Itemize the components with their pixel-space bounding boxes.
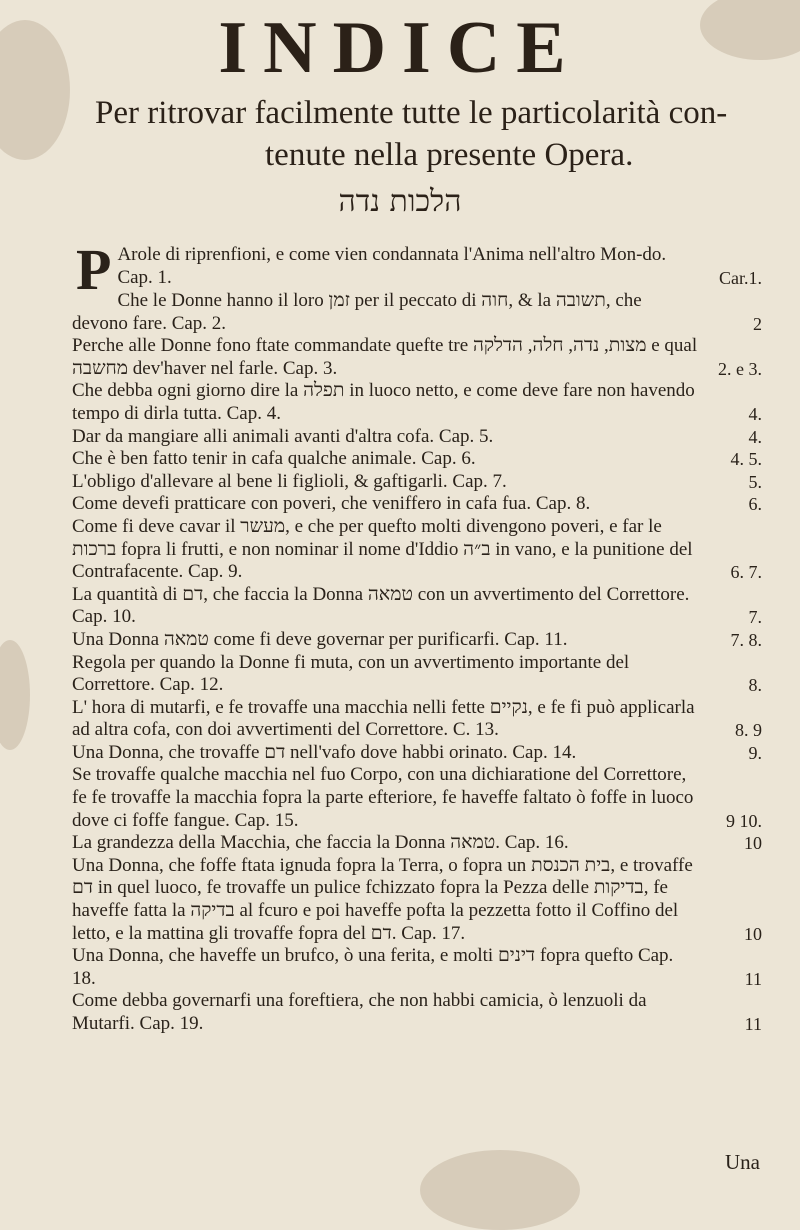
entry-text: La grandezza della Macchia, che faccia la Donna טמאה. Cap. 16.	[72, 832, 569, 854]
entry-page: 8.	[748, 675, 762, 696]
entry-page: 2. e 3.	[718, 358, 762, 379]
entry-page: 6.	[748, 494, 762, 515]
entry-page: 5.	[748, 471, 762, 492]
index-entry	[72, 516, 762, 584]
entry-text: Arole di riprenfioni, e come vien condannata l'Anima nell'altro Mon-do. Cap. 1.	[117, 244, 667, 288]
entry-text: Che le Donne hanno il loro זמן per il peccato di חוה, & la תשובה, che devono fare. Cap. 2.	[72, 290, 642, 334]
entry-text: L' hora di mutarfi, e fe trovaffe una macchia nelli fette נקיים, e fe fi può applicarla ad altra cofa, con doi avvertimenti del Correttore. C. 13.	[72, 696, 695, 741]
index-entry	[72, 584, 762, 629]
entry-page: 4.	[748, 403, 762, 424]
index-entry	[72, 448, 762, 471]
entry-text: La quantità di דם, che faccia la Donna טמאה con un avvertimento del Correttore. Cap. 10.	[72, 583, 690, 628]
entry-page: Car.1.	[719, 268, 762, 289]
catchword: Una	[725, 1150, 760, 1174]
entry-page: 7.	[748, 607, 762, 628]
entry-page: 9 10.	[726, 810, 762, 831]
entry-page: 4.	[748, 426, 762, 447]
entry-text: Perche alle Donne fono ftate commandate quefte tre מצות, נדה, חלה, הדלקה e qual מחשבה dev'haver nel farle. Cap. 3.	[72, 335, 698, 379]
entry-page: 6. 7.	[730, 562, 762, 583]
index-entry	[72, 426, 762, 449]
entry-text: Se trovaffe qualche macchia nel fuo Corpo, con una dichiaratione del Correttore, fe fe trovaffe la macchia fopra la parte efteriore, fe haveffe faltato ò foffe in luoco dove ci foffe fangue. Cap. 15.	[72, 764, 694, 831]
entry-page: 9.	[748, 742, 762, 763]
entry-text: Una Donna, che foffe ftata ignuda fopra la Terra, o fopra un בית הכנסת, e trovaffe דם in quel luoco, fe trovaffe un pulice fchizzato fopra la Pezza delle בדיקות, fe haveffe fatta la בדיקה al fcuro e poi haveffe pofta la pezzetta fotto il Coffino del letto, e la mattina gli trovaffe fopra del דם. Cap. 17.	[72, 854, 693, 944]
entry-text: Come devefi pratticare con poveri, che veniffero in cafa fua. Cap. 8.	[72, 493, 591, 515]
entry-page: 10	[744, 833, 762, 854]
entry-text: Dar da mangiare alli animali avanti d'altra cofa. Cap. 5.	[72, 425, 494, 447]
index-entry	[72, 290, 762, 335]
index-entry	[72, 237, 762, 302]
entry-text: Come debba governarfi una foreftiera, che non habbi camicia, ò lenzuoli da Mutarfi. Cap. 19.	[72, 990, 647, 1034]
index-entry	[72, 652, 762, 697]
index-entries	[72, 237, 762, 1036]
entry-page: 7. 8.	[730, 629, 762, 650]
drop-cap: P	[76, 237, 112, 302]
index-entry	[72, 832, 762, 855]
index-entry	[72, 855, 762, 945]
index-entry	[72, 697, 762, 742]
entry-text: Una Donna, che haveffe un brufco, ò una ferita, e molti דינים fopra quefto Cap. 18.	[72, 945, 674, 989]
entry-text: L'obligo d'allevare al bene li figlioli, & gaftigarli. Cap. 7.	[72, 470, 507, 492]
entry-text: Che debba ogni giorno dire la תפלה in luoco netto, e come deve fare non havendo tempo di dirla tutta. Cap. 4.	[72, 380, 695, 424]
index-entry	[72, 764, 762, 832]
subtitle-line-2: tenute nella presente Opera.	[265, 137, 634, 173]
index-entry	[72, 335, 762, 380]
index-entry	[72, 945, 762, 990]
paper-stain	[420, 1150, 580, 1230]
index-entry	[72, 629, 762, 652]
index-entry	[72, 742, 762, 765]
entry-page: 4. 5.	[730, 449, 762, 470]
entry-text: Una Donna טמאה come fi deve governar per purificarfi. Cap. 11.	[72, 628, 568, 650]
index-entry	[72, 380, 762, 425]
entry-text: Come fi deve cavar il מעשר, e che per quefto molti divengono poveri, e far le ברכות fopra li frutti, e non nominar il nome d'Iddio ב״ה in vano, e la punitione del Contrafacente. Cap. 9.	[72, 515, 693, 583]
entry-text: Una Donna, che trovaffe דם nell'vafo dove habbi orinato. Cap. 14.	[72, 741, 577, 763]
entry-page: 10	[744, 923, 762, 944]
entry-text: Che è ben fatto tenir in cafa qualche animale. Cap. 6.	[72, 448, 476, 470]
index-subtitle	[95, 92, 775, 176]
index-title: INDICE	[218, 7, 582, 89]
entry-text: Regola per quando la Donne fi muta, con un avvertimento importante del Correttore. Cap. 12.	[72, 651, 630, 696]
paper-stain	[0, 640, 30, 750]
entry-page: 2	[753, 313, 762, 334]
subtitle-line-1: Per ritrovar facilmente tutte le particolarità con-	[95, 95, 728, 131]
index-entry	[72, 471, 762, 494]
hebrew-heading: הלכות נדה	[338, 184, 462, 219]
entry-page: 8. 9	[735, 720, 762, 741]
entry-page: 11	[744, 968, 762, 989]
index-entry	[72, 990, 762, 1035]
index-entry	[72, 493, 762, 516]
entry-page: 11	[744, 1014, 762, 1034]
